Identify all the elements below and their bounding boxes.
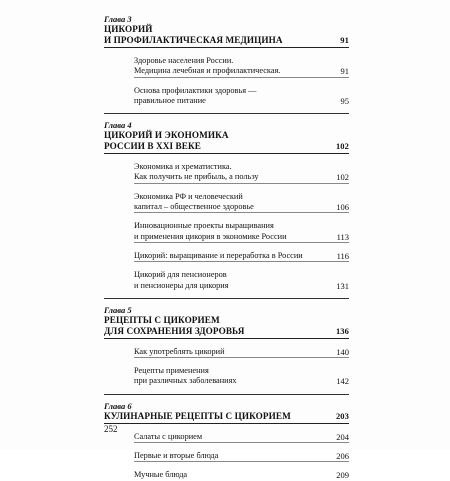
page-ref: 203 (335, 410, 349, 421)
toc-entry (134, 86, 349, 107)
page-ref: 102 (336, 172, 349, 183)
toc-entry (134, 432, 349, 443)
chapter-6 (104, 401, 349, 481)
chapter-4 (104, 120, 349, 291)
toc-entry (134, 192, 349, 214)
divider (104, 394, 349, 395)
page-ref: 116 (336, 250, 349, 261)
page-ref: 91 (340, 66, 349, 77)
toc-entry (134, 270, 349, 291)
divider (104, 113, 349, 114)
page-ref: 142 (336, 376, 349, 387)
toc-entry-line: Цикорий: выращивание и переработка в России (134, 250, 303, 260)
chapter-label: Глава 5 (104, 304, 132, 315)
toc-entry-line: Мучные блюда (134, 470, 188, 480)
toc-entry-line: Рецепты применения (134, 366, 209, 376)
toc-entry-line: Как получить не прибыль, а пользу (134, 172, 259, 182)
toc-entry (134, 162, 349, 184)
toc-entry-line: капитал – общественное здоровье (134, 202, 254, 212)
page-ref: 140 (336, 346, 349, 357)
toc-entry (134, 251, 349, 262)
page-ref: 113 (336, 231, 349, 242)
toc-entry-line: Основа профилактики здоровья — (134, 85, 257, 95)
chapter-title (104, 315, 349, 339)
page-ref: 106 (336, 202, 349, 213)
toc-entry (134, 451, 349, 462)
toc-entry-line: Инновационные проекты выращивания (134, 221, 274, 231)
page-ref: 91 (340, 35, 349, 45)
chapter-3 (104, 14, 349, 106)
toc-entry (134, 470, 349, 480)
toc-entry-line: правильное питание (134, 95, 206, 105)
toc-entry-line: Экономика и хрематистика. (134, 162, 232, 172)
toc-entry-line: Экономика РФ и человеческий (134, 191, 243, 201)
divider (104, 298, 349, 299)
toc-entry (134, 366, 349, 387)
chapter-title-line: ЦИКОРИЙ И ЭКОНОМИКА (104, 130, 229, 141)
chapter-title-line: РОССИИ В XXI ВЕКЕ (104, 141, 201, 152)
chapter-title-line: КУЛИНАРНЫЕ РЕЦЕПТЫ С ЦИКОРИЕМ (104, 410, 291, 421)
page-number: 252 (104, 424, 118, 434)
toc-entry-line: Здоровье населения России. (134, 56, 234, 65)
chapter-label: Глава 3 (104, 14, 132, 24)
chapter-title-line: ЦИКОРИЙ (104, 24, 153, 34)
toc-entry (134, 347, 349, 358)
toc-entry-line: и применения цикория в экономике России (134, 231, 287, 241)
page-ref: 209 (336, 470, 349, 481)
chapter-title (104, 130, 349, 154)
page-ref: 204 (336, 431, 349, 442)
chapter-label: Глава 6 (104, 400, 132, 411)
chapter-title-line: ДЛЯ СОХРАНЕНИЯ ЗДОРОВЬЯ (104, 325, 245, 336)
chapter-5 (104, 305, 349, 387)
page-ref: 131 (336, 280, 349, 291)
page-ref: 102 (335, 141, 349, 152)
chapter-title (104, 24, 349, 48)
page-ref: 136 (335, 325, 349, 336)
toc-entry-line: Как употреблять цикорий (134, 346, 225, 356)
toc-entry-line: при различных заболеваниях (134, 376, 237, 386)
toc-entry-line: Салаты с цикорием (134, 431, 203, 441)
chapter-title (104, 411, 349, 424)
chapter-label: Глава 4 (104, 120, 132, 131)
toc-entry-line: Цикорий для пенсионеров (134, 270, 227, 280)
toc-entry (134, 221, 349, 243)
toc-entry (134, 56, 349, 78)
chapter-title-line: РЕЦЕПТЫ С ЦИКОРИЕМ (104, 314, 220, 325)
table-of-contents (104, 14, 349, 481)
chapter-title-line: И ПРОФИЛАКТИЧЕСКАЯ МЕДИЦИНА (104, 35, 283, 45)
toc-entry-line: и пенсионеры для цикория (134, 280, 229, 290)
page-ref: 206 (336, 451, 349, 462)
toc-entry-line: Первые и вторые блюда (134, 451, 219, 461)
toc-entry-line: Медицина лечебная и профилактическая. (134, 66, 281, 76)
page-ref: 95 (340, 95, 349, 106)
